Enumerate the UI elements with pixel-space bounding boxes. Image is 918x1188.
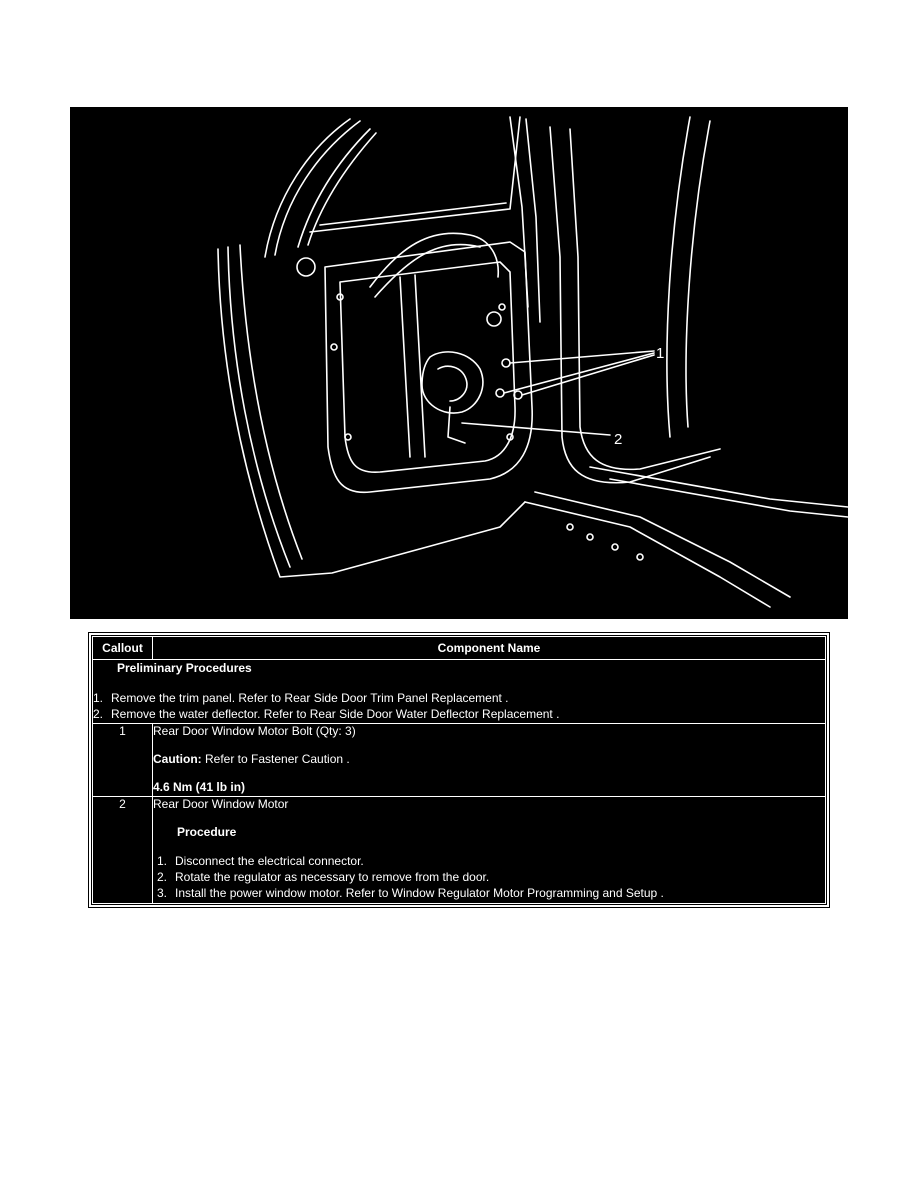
component-name: Rear Door Window Motor bbox=[153, 797, 289, 811]
procedure-steps bbox=[157, 853, 825, 901]
torque-spec: 4.6 Nm (41 lb in) bbox=[153, 780, 246, 794]
preliminary-title: Preliminary Procedures bbox=[117, 661, 252, 675]
component-name: Rear Door Window Motor Bolt (Qty: 3) bbox=[153, 724, 356, 738]
component-cell-2 bbox=[153, 797, 826, 904]
table-header-row bbox=[93, 637, 826, 660]
list-item: 1. Disconnect the electrical connector. bbox=[157, 854, 364, 868]
preliminary-steps bbox=[93, 690, 825, 722]
component-name-header: Component Name bbox=[153, 637, 826, 660]
list-item: 2. Remove the water deflector. Refer to Rear Side Door Water Deflector Replacement . bbox=[93, 707, 560, 721]
callout-table bbox=[92, 636, 826, 904]
callout-header: Callout bbox=[93, 637, 153, 660]
preliminary-cell bbox=[93, 660, 826, 724]
component-cell-1 bbox=[153, 724, 826, 797]
callout-number-2: 2 bbox=[93, 797, 153, 904]
preliminary-row bbox=[93, 660, 826, 724]
rear-door-window-motor-illustration bbox=[70, 107, 848, 619]
caution-note: Caution: Refer to Fastener Caution . bbox=[153, 752, 350, 766]
list-item: 1. Remove the trim panel. Refer to Rear Side Door Trim Panel Replacement . bbox=[93, 691, 509, 705]
callout-label-2: 2 bbox=[614, 431, 623, 448]
callout-table-frame bbox=[89, 633, 829, 907]
table-row bbox=[93, 724, 826, 797]
callout-label-1: 1 bbox=[656, 345, 665, 362]
callout-number-1: 1 bbox=[93, 724, 153, 797]
table-row bbox=[93, 797, 826, 904]
procedure-title: Procedure bbox=[177, 825, 237, 839]
list-item: 2. Rotate the regulator as necessary to remove from the door. bbox=[157, 870, 490, 884]
door-illustration bbox=[70, 107, 848, 619]
list-item: 3. Install the power window motor. Refer to Window Regulator Motor Programming and Setup . bbox=[157, 886, 664, 900]
